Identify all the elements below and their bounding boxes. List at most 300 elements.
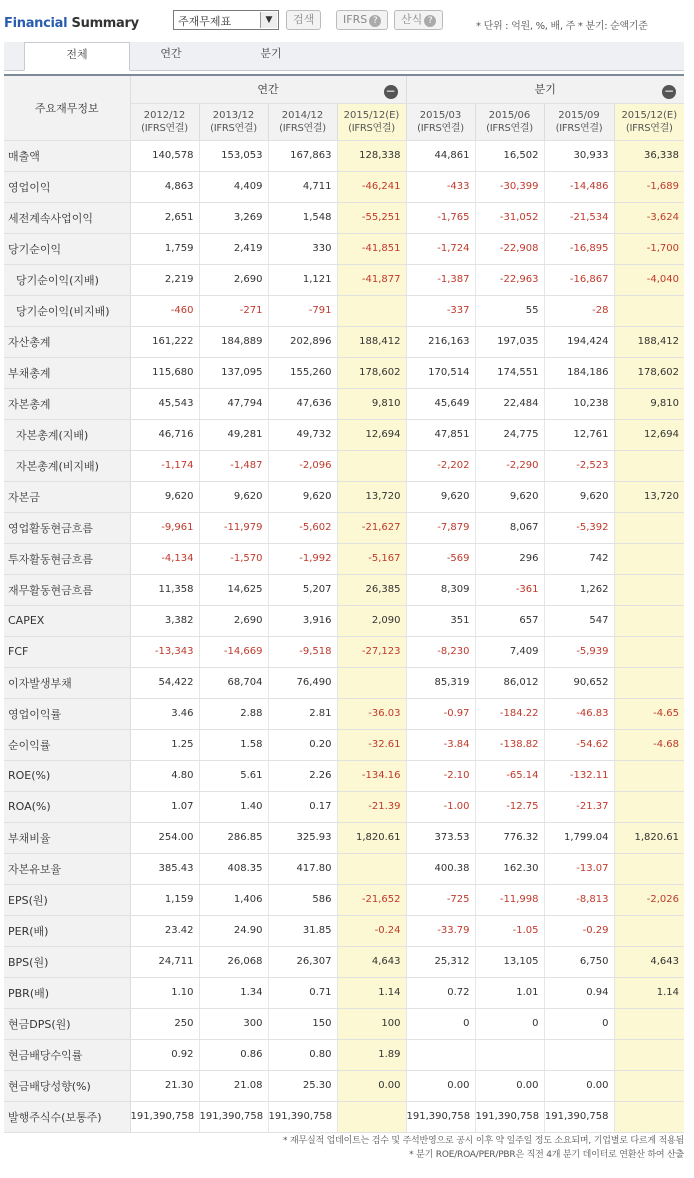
period-date: 2013/12: [212, 109, 255, 121]
table-cell: -21,627: [337, 512, 406, 543]
table-cell: 128,338: [337, 140, 406, 171]
table-cell: -2.10: [406, 760, 475, 791]
table-row: [4, 357, 684, 388]
table-cell: -9,961: [130, 512, 199, 543]
table-cell: 21.08: [199, 1070, 268, 1101]
table-cell: -11,998: [475, 884, 544, 915]
table-cell: 21.30: [130, 1070, 199, 1101]
table-cell: -4.68: [614, 729, 684, 760]
row-label: 영업이익: [4, 171, 130, 202]
table-cell: 170,514: [406, 357, 475, 388]
table-cell: 178,602: [337, 357, 406, 388]
table-cell: -337: [406, 295, 475, 326]
table-cell: -725: [406, 884, 475, 915]
table-cell: -271: [199, 295, 268, 326]
period-header: [268, 103, 337, 140]
table-cell: 1,799.04: [544, 822, 614, 853]
period-basis: (IFRS연결): [555, 122, 603, 134]
period-basis: (IFRS연결): [279, 122, 326, 134]
row-label: 세전계속사업이익: [4, 202, 130, 233]
table-cell: 1,820.61: [614, 822, 684, 853]
table-cell: 9,620: [544, 481, 614, 512]
table-cell: -4.65: [614, 698, 684, 729]
table-cell: 4.80: [130, 760, 199, 791]
table-cell: 0.00: [406, 1070, 475, 1101]
table-cell: 44,861: [406, 140, 475, 171]
table-cell: 12,761: [544, 419, 614, 450]
table-cell: 1.58: [199, 729, 268, 760]
table-cell: [614, 295, 684, 326]
period-header: [337, 103, 406, 140]
table-row: [4, 1008, 684, 1039]
table-cell: 1.25: [130, 729, 199, 760]
table-cell: 12,694: [337, 419, 406, 450]
page-title: [4, 16, 139, 31]
row-label: PBR(배): [4, 977, 130, 1008]
table-cell: 47,851: [406, 419, 475, 450]
table-row: [4, 233, 684, 264]
table-cell: 216,163: [406, 326, 475, 357]
table-row: [4, 884, 684, 915]
period-date: 2015/12(E): [621, 109, 678, 121]
table-row: [4, 698, 684, 729]
table-cell: 25,312: [406, 946, 475, 977]
table-row: [4, 481, 684, 512]
table-cell: -41,851: [337, 233, 406, 264]
table-cell: 13,720: [614, 481, 684, 512]
table-cell: 76,490: [268, 667, 337, 698]
table-cell: 24.90: [199, 915, 268, 946]
table-cell: [614, 450, 684, 481]
table-cell: 586: [268, 884, 337, 915]
table-cell: 162.30: [475, 853, 544, 884]
period-basis: (IFRS연결): [348, 122, 395, 134]
table-cell: 1,159: [130, 884, 199, 915]
table-cell: 25.30: [268, 1070, 337, 1101]
row-label: 자산총계: [4, 326, 130, 357]
unit-note: * 단위 : 억원, %, 배, 주 * 분기: 순액기준: [476, 21, 648, 32]
table-cell: 2.26: [268, 760, 337, 791]
table-cell: [475, 1039, 544, 1070]
period-header: [475, 103, 544, 140]
table-row: [4, 853, 684, 884]
corner-header: 주요재무정보: [4, 75, 130, 140]
table-cell: -1,487: [199, 450, 268, 481]
table-cell: -46,241: [337, 171, 406, 202]
table-cell: 1,820.61: [337, 822, 406, 853]
table-cell: -184.22: [475, 698, 544, 729]
table-cell: 161,222: [130, 326, 199, 357]
table-cell: 325.93: [268, 822, 337, 853]
table-cell: 2,651: [130, 202, 199, 233]
table-cell: [614, 574, 684, 605]
table-cell: 140,578: [130, 140, 199, 171]
table-cell: 86,012: [475, 667, 544, 698]
row-label: 자본총계(비지배): [4, 450, 130, 481]
period-header: [130, 103, 199, 140]
period-header: [199, 103, 268, 140]
table-cell: 0: [406, 1008, 475, 1039]
table-cell: -13.07: [544, 853, 614, 884]
ifrs-help-button[interactable]: [336, 10, 388, 30]
table-row: [4, 574, 684, 605]
table-cell: 24,711: [130, 946, 199, 977]
table-cell: 776.32: [475, 822, 544, 853]
table-cell: -1.05: [475, 915, 544, 946]
table-cell: 36,338: [614, 140, 684, 171]
table-cell: -1.00: [406, 791, 475, 822]
table-cell: 1.01: [475, 977, 544, 1008]
period-date: 2015/06: [488, 109, 531, 121]
row-label: 부채비율: [4, 822, 130, 853]
tab-all[interactable]: 전체: [24, 42, 130, 71]
table-row: [4, 512, 684, 543]
table-row: [4, 977, 684, 1008]
formula-label: 산식: [401, 13, 423, 26]
table-cell: 400.38: [406, 853, 475, 884]
tab-annual[interactable]: 연간: [160, 47, 182, 60]
table-cell: 657: [475, 605, 544, 636]
table-cell: 408.35: [199, 853, 268, 884]
table-cell: -22,908: [475, 233, 544, 264]
table-cell: -16,895: [544, 233, 614, 264]
table-cell: 4,643: [614, 946, 684, 977]
table-cell: 55: [475, 295, 544, 326]
table-cell: -361: [475, 574, 544, 605]
table-cell: -1,689: [614, 171, 684, 202]
table-cell: 178,602: [614, 357, 684, 388]
table-cell: -2,202: [406, 450, 475, 481]
row-label: FCF: [4, 636, 130, 667]
table-body: [4, 140, 684, 1132]
table-cell: -54.62: [544, 729, 614, 760]
table-cell: 2.88: [199, 698, 268, 729]
footnote-quarter: * 분기 ROE/ROA/PER/PBR은 직전 4개 분기 데이터로 연환산 하여 산출: [409, 1150, 684, 1160]
table-cell: 9,620: [475, 481, 544, 512]
help-icon: ?: [424, 15, 436, 27]
table-cell: -36.03: [337, 698, 406, 729]
table-cell: [614, 915, 684, 946]
table-row: [4, 760, 684, 791]
table-cell: -2,290: [475, 450, 544, 481]
table-cell: [614, 605, 684, 636]
table-row: [4, 326, 684, 357]
table-cell: 54,422: [130, 667, 199, 698]
period-basis: (IFRS연결): [625, 122, 673, 134]
table-cell: -0.24: [337, 915, 406, 946]
period-header: [544, 103, 614, 140]
table-row: [4, 915, 684, 946]
table-cell: 191,390,758: [199, 1101, 268, 1132]
table-cell: 46,716: [130, 419, 199, 450]
table-cell: [337, 853, 406, 884]
row-label: ROA(%): [4, 791, 130, 822]
table-cell: 2.81: [268, 698, 337, 729]
table-cell: 0.80: [268, 1039, 337, 1070]
table-cell: -1,174: [130, 450, 199, 481]
table-row: [4, 791, 684, 822]
table-cell: -569: [406, 543, 475, 574]
table-cell: 153,053: [199, 140, 268, 171]
table-row: [4, 729, 684, 760]
table-cell: 9,810: [337, 388, 406, 419]
row-label: 현금배당수익률: [4, 1039, 130, 1070]
table-cell: 373.53: [406, 822, 475, 853]
table-cell: 417.80: [268, 853, 337, 884]
table-cell: 0.00: [337, 1070, 406, 1101]
table-cell: -32.61: [337, 729, 406, 760]
table-cell: -46.83: [544, 698, 614, 729]
table-cell: 330: [268, 233, 337, 264]
row-label: 영업이익률: [4, 698, 130, 729]
table-cell: 2,419: [199, 233, 268, 264]
search-button[interactable]: 검색: [286, 10, 321, 30]
table-cell: 13,720: [337, 481, 406, 512]
table-cell: 0: [475, 1008, 544, 1039]
row-label: 현금배당성향(%): [4, 1070, 130, 1101]
table-cell: 45,543: [130, 388, 199, 419]
table-row: [4, 202, 684, 233]
table-cell: 4,409: [199, 171, 268, 202]
table-cell: 3,382: [130, 605, 199, 636]
table-cell: 0.20: [268, 729, 337, 760]
row-label: 영업활동현금흐름: [4, 512, 130, 543]
table-cell: 286.85: [199, 822, 268, 853]
row-label: 매출액: [4, 140, 130, 171]
table-cell: 191,390,758: [406, 1101, 475, 1132]
table-cell: 742: [544, 543, 614, 574]
table-cell: 2,090: [337, 605, 406, 636]
table-cell: 1,548: [268, 202, 337, 233]
row-label: 순이익률: [4, 729, 130, 760]
row-label: 재무활동현금흐름: [4, 574, 130, 605]
table-cell: 45,649: [406, 388, 475, 419]
table-cell: 5,207: [268, 574, 337, 605]
table-cell: 6,750: [544, 946, 614, 977]
table-cell: [614, 1070, 684, 1101]
table-cell: 1.10: [130, 977, 199, 1008]
table-cell: 90,652: [544, 667, 614, 698]
table-cell: 2,690: [199, 264, 268, 295]
table-cell: 191,390,758: [130, 1101, 199, 1132]
table-cell: 26,385: [337, 574, 406, 605]
row-label: 투자활동현금흐름: [4, 543, 130, 574]
table-cell: -21.39: [337, 791, 406, 822]
table-cell: [614, 1101, 684, 1132]
footnote-update: * 재무실적 업데이트는 검수 및 주석반영으로 공시 이후 약 일주일 정도 소요되며, 기업별로 다르게 적용됨: [283, 1136, 684, 1146]
table-cell: [614, 1008, 684, 1039]
table-cell: 0.92: [130, 1039, 199, 1070]
period-header: [406, 103, 475, 140]
table-cell: 174,551: [475, 357, 544, 388]
table-row: [4, 264, 684, 295]
table-cell: 24,775: [475, 419, 544, 450]
table-cell: 1,121: [268, 264, 337, 295]
period-basis: (IFRS연결): [486, 122, 533, 134]
table-cell: -22,963: [475, 264, 544, 295]
table-cell: -460: [130, 295, 199, 326]
table-cell: 49,732: [268, 419, 337, 450]
row-label: BPS(원): [4, 946, 130, 977]
table-cell: 30,933: [544, 140, 614, 171]
title-summary: Summary: [71, 16, 139, 31]
table-cell: 47,794: [199, 388, 268, 419]
row-label: 부채총계: [4, 357, 130, 388]
table-cell: -21.37: [544, 791, 614, 822]
table-cell: 194,424: [544, 326, 614, 357]
table-row: [4, 1101, 684, 1132]
period-date: 2012/12: [143, 109, 186, 121]
header: [0, 0, 694, 42]
table-cell: 191,390,758: [544, 1101, 614, 1132]
row-label: 현금DPS(원): [4, 1008, 130, 1039]
table-cell: -14,486: [544, 171, 614, 202]
table-cell: [337, 450, 406, 481]
help-icon: ?: [369, 15, 381, 27]
period-basis: (IFRS연결): [210, 122, 257, 134]
table-cell: 2,690: [199, 605, 268, 636]
title-financial: Financial: [4, 16, 68, 31]
table-cell: -41,877: [337, 264, 406, 295]
table-cell: -12.75: [475, 791, 544, 822]
formula-help-button[interactable]: [394, 10, 443, 30]
table-cell: -0.29: [544, 915, 614, 946]
table-cell: 31.85: [268, 915, 337, 946]
table-cell: 547: [544, 605, 614, 636]
collapse-annual-icon[interactable]: −: [385, 84, 396, 98]
table-cell: -132.11: [544, 760, 614, 791]
table-cell: 150: [268, 1008, 337, 1039]
table-cell: 1,406: [199, 884, 268, 915]
table-cell: 9,810: [614, 388, 684, 419]
table-cell: 0.71: [268, 977, 337, 1008]
table-cell: 22,484: [475, 388, 544, 419]
table-cell: -9,518: [268, 636, 337, 667]
table-cell: 9,620: [406, 481, 475, 512]
table-cell: 12,694: [614, 419, 684, 450]
table-cell: -138.82: [475, 729, 544, 760]
period-date: 2015/09: [558, 109, 600, 121]
table-cell: -8,813: [544, 884, 614, 915]
table-cell: 1.14: [614, 977, 684, 1008]
table-cell: 16,502: [475, 140, 544, 171]
collapse-quarter-icon[interactable]: −: [664, 84, 675, 98]
ifrs-label: IFRS: [343, 13, 368, 26]
table-cell: 3,269: [199, 202, 268, 233]
table-cell: 2,219: [130, 264, 199, 295]
table-cell: 188,412: [337, 326, 406, 357]
table-cell: -21,652: [337, 884, 406, 915]
table-cell: 0.00: [475, 1070, 544, 1101]
table-cell: 1.14: [337, 977, 406, 1008]
table-cell: -2,523: [544, 450, 614, 481]
table-cell: 4,643: [337, 946, 406, 977]
table-cell: -3,624: [614, 202, 684, 233]
table-cell: 9,620: [268, 481, 337, 512]
table-cell: -13,343: [130, 636, 199, 667]
table-row: [4, 822, 684, 853]
table-cell: [337, 1101, 406, 1132]
table-cell: 14,625: [199, 574, 268, 605]
table-cell: [614, 543, 684, 574]
table-cell: 23.42: [130, 915, 199, 946]
row-label: 당기순이익(지배): [4, 264, 130, 295]
financial-summary-table: [4, 74, 684, 1133]
table-cell: 4,711: [268, 171, 337, 202]
table-cell: 49,281: [199, 419, 268, 450]
row-label: 자본총계(지배): [4, 419, 130, 450]
row-label: PER(배): [4, 915, 130, 946]
table-cell: 26,307: [268, 946, 337, 977]
table-cell: 250: [130, 1008, 199, 1039]
table-cell: 137,095: [199, 357, 268, 388]
table-cell: [337, 295, 406, 326]
table-row: [4, 295, 684, 326]
table-cell: [614, 636, 684, 667]
table-cell: 8,067: [475, 512, 544, 543]
table-cell: -2,096: [268, 450, 337, 481]
table-cell: 1.07: [130, 791, 199, 822]
table-row: [4, 636, 684, 667]
table-cell: 385.43: [130, 853, 199, 884]
table-cell: 191,390,758: [475, 1101, 544, 1132]
table-cell: -1,700: [614, 233, 684, 264]
table-cell: 115,680: [130, 357, 199, 388]
table-cell: 1.34: [199, 977, 268, 1008]
table-cell: 9,620: [199, 481, 268, 512]
period-basis: (IFRS연결): [141, 122, 188, 134]
table-cell: 202,896: [268, 326, 337, 357]
row-label: CAPEX: [4, 605, 130, 636]
table-cell: -1,992: [268, 543, 337, 574]
table-cell: 188,412: [614, 326, 684, 357]
table-cell: 191,390,758: [268, 1101, 337, 1132]
table-cell: [406, 1039, 475, 1070]
table-cell: -1,724: [406, 233, 475, 264]
table-cell: 0.17: [268, 791, 337, 822]
table-cell: 167,863: [268, 140, 337, 171]
statement-select[interactable]: [173, 10, 279, 30]
table-row: [4, 419, 684, 450]
table-cell: -1,387: [406, 264, 475, 295]
table-row: [4, 1039, 684, 1070]
table-cell: 13,105: [475, 946, 544, 977]
table-cell: 26,068: [199, 946, 268, 977]
table-cell: -28: [544, 295, 614, 326]
table-cell: 3,916: [268, 605, 337, 636]
table-cell: 1,759: [130, 233, 199, 264]
row-label: 발행주식수(보통주): [4, 1101, 130, 1132]
table-cell: [614, 760, 684, 791]
table-cell: 4,863: [130, 171, 199, 202]
quarter-group-header: [406, 75, 684, 103]
table-cell: 1,262: [544, 574, 614, 605]
table-row: [4, 388, 684, 419]
table-row: [4, 667, 684, 698]
table-cell: 3.46: [130, 698, 199, 729]
quarter-group-label: 분기: [534, 83, 556, 97]
table-row: [4, 543, 684, 574]
chevron-down-icon[interactable]: ▼: [260, 12, 277, 28]
table-cell: -2,026: [614, 884, 684, 915]
table-cell: 0.86: [199, 1039, 268, 1070]
tab-quarter[interactable]: 분기: [260, 47, 282, 60]
row-label: 당기순이익(비지배): [4, 295, 130, 326]
table-cell: -11,979: [199, 512, 268, 543]
annual-group-header: [130, 75, 406, 103]
table-cell: 0.72: [406, 977, 475, 1008]
table-cell: [614, 853, 684, 884]
